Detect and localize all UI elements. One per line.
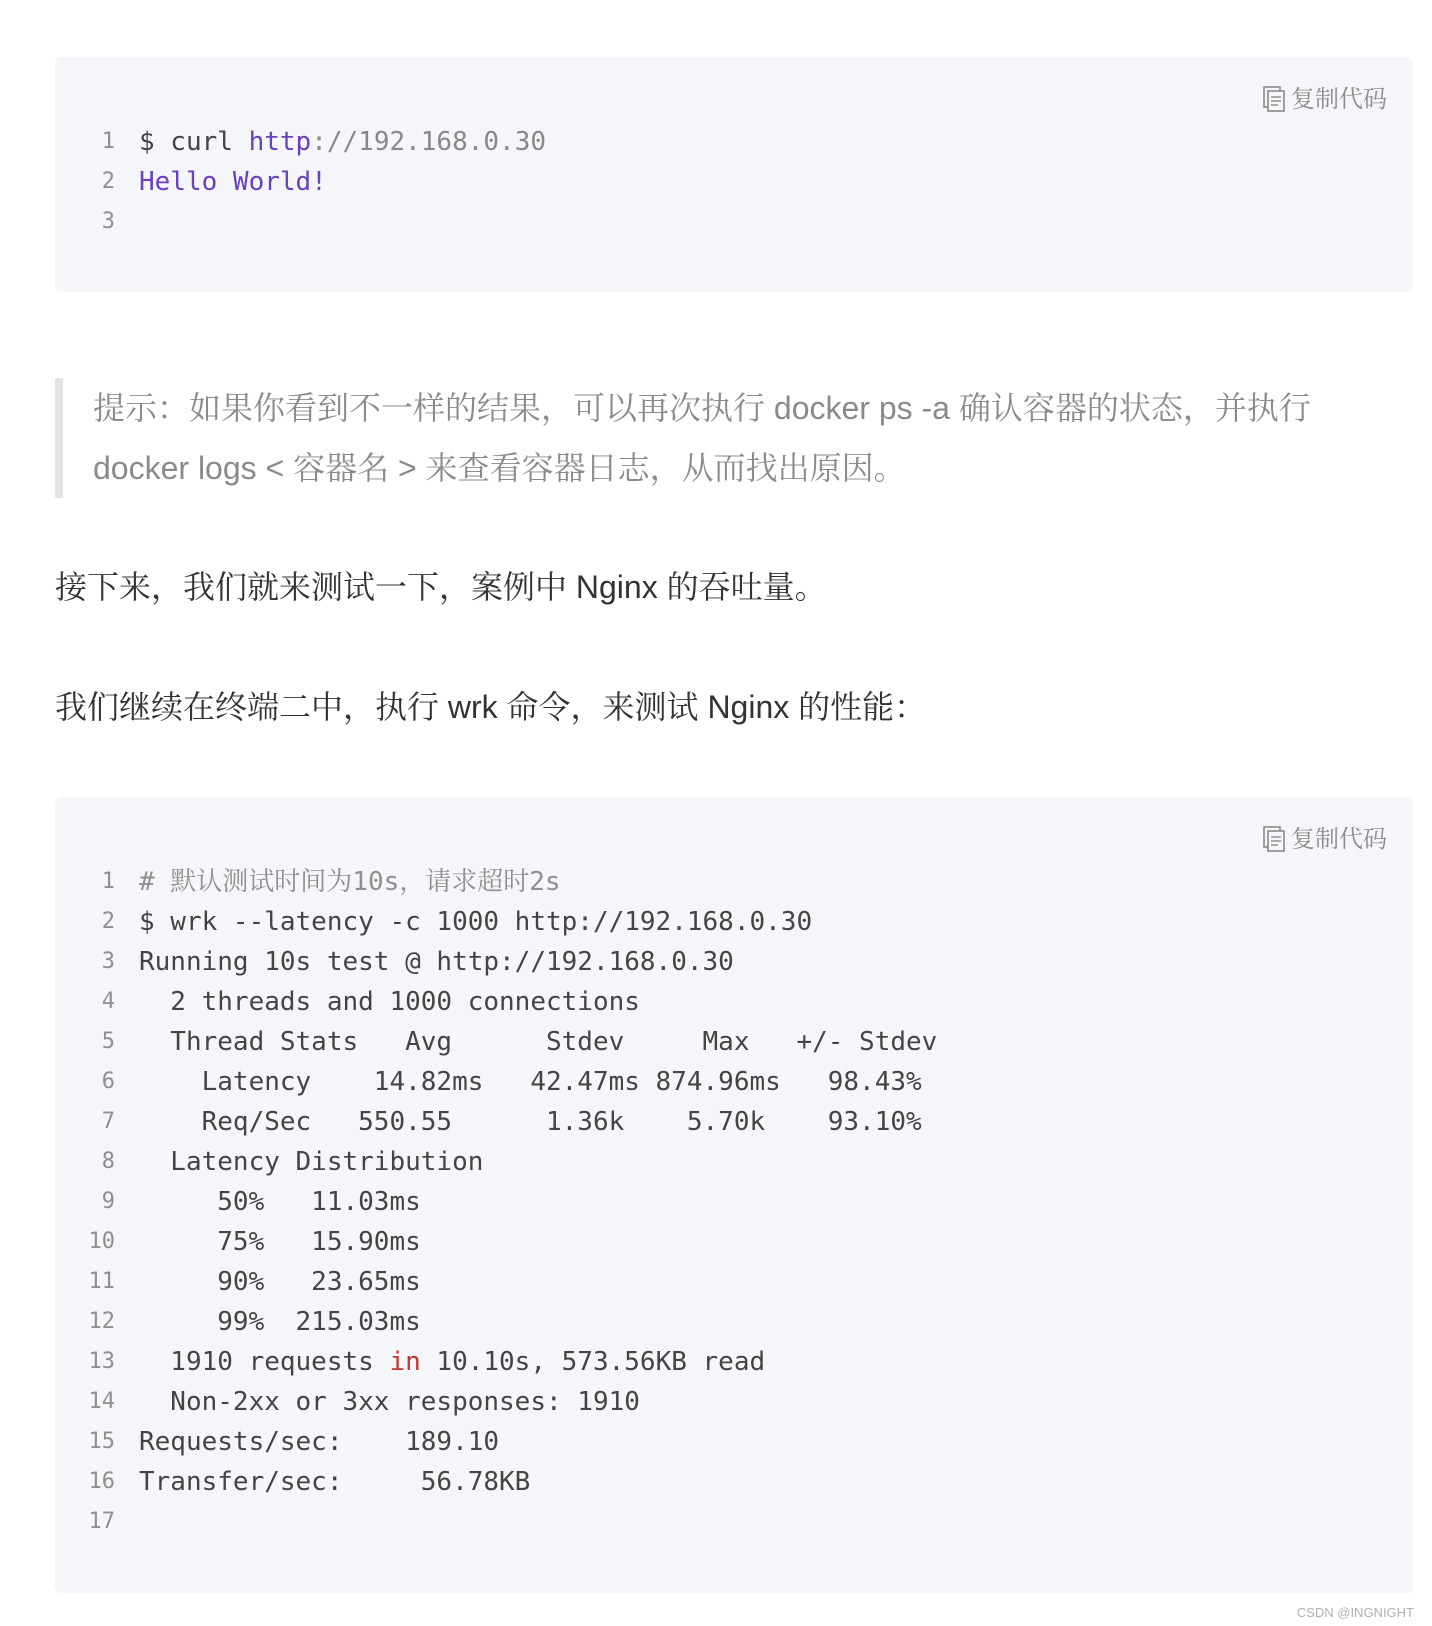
- code-token: Latency Distribution: [139, 1147, 484, 1177]
- line-code: [139, 162, 327, 202]
- code-line: [55, 902, 1413, 942]
- code-token: in: [389, 1347, 421, 1377]
- code-token: Requests/sec: 189.10: [139, 1427, 500, 1457]
- code-line: [55, 1142, 1413, 1182]
- code-line: [55, 942, 1413, 982]
- line-code: [139, 942, 734, 982]
- line-code: [139, 982, 640, 1022]
- code-line: [55, 1302, 1413, 1342]
- line-number: 17: [88, 1509, 115, 1534]
- line-code: [139, 1102, 922, 1142]
- code-token: # 默认测试时间为10s，请求超时2s: [139, 867, 561, 897]
- code-line: [55, 1222, 1413, 1262]
- line-number: 1: [101, 129, 115, 154]
- code-token: Transfer/sec: 56.78KB: [139, 1467, 531, 1497]
- code-token: Non-2xx or 3xx responses: 1910: [139, 1387, 640, 1417]
- line-code: [139, 1462, 530, 1502]
- line-number: 5: [101, 1029, 115, 1054]
- code-line: [55, 1342, 1413, 1382]
- line-code: [139, 1222, 421, 1262]
- line-code: [139, 1182, 421, 1222]
- line-number: 14: [88, 1389, 115, 1414]
- line-number: 3: [101, 209, 115, 234]
- code-token: 90% 23.65ms: [139, 1267, 421, 1297]
- code-block-wrk: [55, 797, 1413, 1593]
- code-block-curl: [55, 57, 1413, 292]
- code-line: [55, 1462, 1413, 1502]
- code-line: [55, 1102, 1413, 1142]
- line-number: 11: [88, 1269, 115, 1294]
- code-token: ://192.168.0.30: [311, 127, 547, 157]
- code-token: 1910 requests: [139, 1347, 390, 1377]
- code-line: [55, 1182, 1413, 1222]
- paragraph-wrk-intro: 我们继续在终端二中，执行 wrk 命令，来测试 Nginx 的性能：: [55, 689, 927, 725]
- code-token: Thread Stats Avg Stdev Max +/- Stdev: [139, 1027, 938, 1057]
- line-number: 2: [101, 909, 115, 934]
- line-number: 1: [101, 869, 115, 894]
- code-token: 99% 215.03ms: [139, 1307, 421, 1337]
- line-code: [139, 862, 561, 902]
- code-token: Latency 14.82ms 42.47ms 874.96ms 98.43%: [139, 1067, 922, 1097]
- line-number: 15: [88, 1429, 115, 1454]
- line-code: [139, 1142, 483, 1182]
- line-number: 8: [101, 1149, 115, 1174]
- code-line: [55, 122, 1413, 162]
- code-token: Req/Sec 550.55 1.36k 5.70k 93.10%: [139, 1107, 922, 1137]
- code-token: Running 10s test @ http://192.168.0.30: [139, 947, 734, 977]
- code-line: [55, 1262, 1413, 1302]
- line-number: 7: [101, 1109, 115, 1134]
- code-line: [55, 162, 1413, 202]
- line-code: [139, 1062, 922, 1102]
- code-token: http: [248, 127, 312, 157]
- line-code: [139, 1262, 421, 1302]
- copy-code-label: 复制代码: [1291, 825, 1387, 853]
- copy-code-button[interactable]: [1263, 83, 1387, 115]
- tip-blockquote: [55, 378, 1393, 498]
- line-number: 6: [101, 1069, 115, 1094]
- line-code: [139, 1422, 499, 1462]
- copy-icon: [1263, 86, 1285, 112]
- code-line: [55, 202, 1413, 242]
- line-number: 10: [88, 1229, 115, 1254]
- code-token: Hello World!: [139, 167, 327, 197]
- line-number: 9: [101, 1189, 115, 1214]
- code-token: 75% 15.90ms: [139, 1227, 421, 1257]
- paragraph-throughput-intro: 接下来，我们就来测试一下，案例中 Nginx 的吞吐量。: [55, 569, 827, 605]
- tip-text: 提示：如果你看到不一样的结果，可以再次执行 docker ps -a 确认容器的状态，并执行 docker logs < 容器名 > 来查看容器日志，从而找出原因。: [93, 390, 1311, 486]
- copy-code-label: 复制代码: [1291, 85, 1387, 113]
- line-number: 4: [101, 989, 115, 1014]
- line-number: 2: [101, 169, 115, 194]
- line-code: [139, 902, 812, 942]
- code-token: $ wrk --latency -c 1000 http://192.168.0.30: [139, 907, 813, 937]
- code-line: [55, 982, 1413, 1022]
- code-lines: [55, 862, 1413, 1542]
- line-code: [139, 1342, 765, 1382]
- line-code: [139, 1302, 421, 1342]
- line-number: 3: [101, 949, 115, 974]
- copy-code-button[interactable]: [1263, 823, 1387, 855]
- code-line: [55, 1422, 1413, 1462]
- copy-icon: [1263, 826, 1285, 852]
- line-code: [139, 1022, 937, 1062]
- code-token: 10.10s, 573.56KB read: [420, 1347, 766, 1377]
- code-token: $ curl: [139, 127, 249, 157]
- watermark: CSDN @INGNIGHT: [1296, 1605, 1414, 1620]
- code-line: [55, 1502, 1413, 1542]
- line-number: 13: [88, 1349, 115, 1374]
- line-number: 12: [88, 1309, 115, 1334]
- code-token: 50% 11.03ms: [139, 1187, 421, 1217]
- code-token: 2 threads and 1000 connections: [139, 987, 640, 1017]
- code-line: [55, 1062, 1413, 1102]
- code-lines: [55, 122, 1413, 242]
- line-code: [139, 1382, 640, 1422]
- code-line: [55, 1382, 1413, 1422]
- code-line: [55, 862, 1413, 902]
- line-code: [139, 122, 546, 162]
- code-line: [55, 1022, 1413, 1062]
- line-number: 16: [88, 1469, 115, 1494]
